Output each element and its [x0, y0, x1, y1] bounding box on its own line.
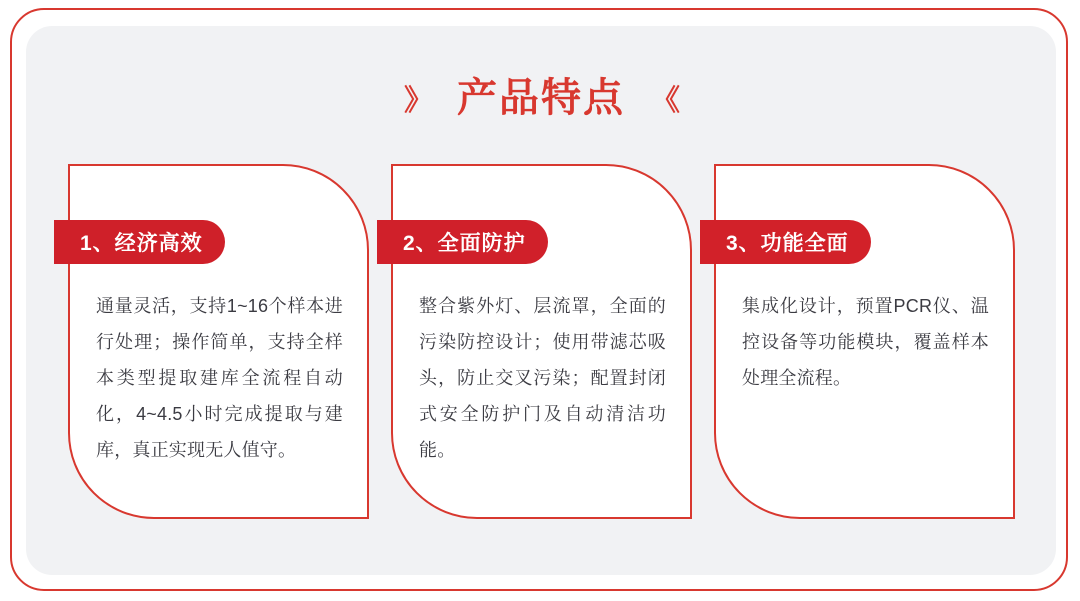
chevron-right-triple-icon: 》	[403, 82, 431, 117]
feature-card	[391, 164, 692, 519]
feature-card	[68, 164, 369, 519]
feature-card-badge: 3、功能全面	[700, 220, 871, 264]
chevron-left-triple-icon: 《	[651, 82, 679, 117]
feature-card-body: 整合紫外灯、层流罩，全面的污染防控设计；使用带滤芯吸头，防止交叉污染；配置封闭式安全防护门及自动清洁功能。	[419, 296, 666, 460]
page-title: 产品特点	[457, 76, 625, 120]
section-title-row	[26, 78, 1056, 118]
feature-card-body: 通量灵活，支持1~16个样本进行处理；操作简单，支持全样本类型提取建库全流程自动化，4~4.5小时完成提取与建库，真正实现无人值守。	[96, 296, 343, 460]
feature-card-badge: 1、经济高效	[54, 220, 225, 264]
feature-card-list	[68, 164, 1016, 519]
content-panel	[26, 26, 1056, 575]
feature-card	[714, 164, 1015, 519]
feature-card-badge: 2、全面防护	[377, 220, 548, 264]
feature-card-body: 集成化设计，预置PCR仪、温控设备等功能模块，覆盖样本处理全流程。	[742, 296, 989, 388]
